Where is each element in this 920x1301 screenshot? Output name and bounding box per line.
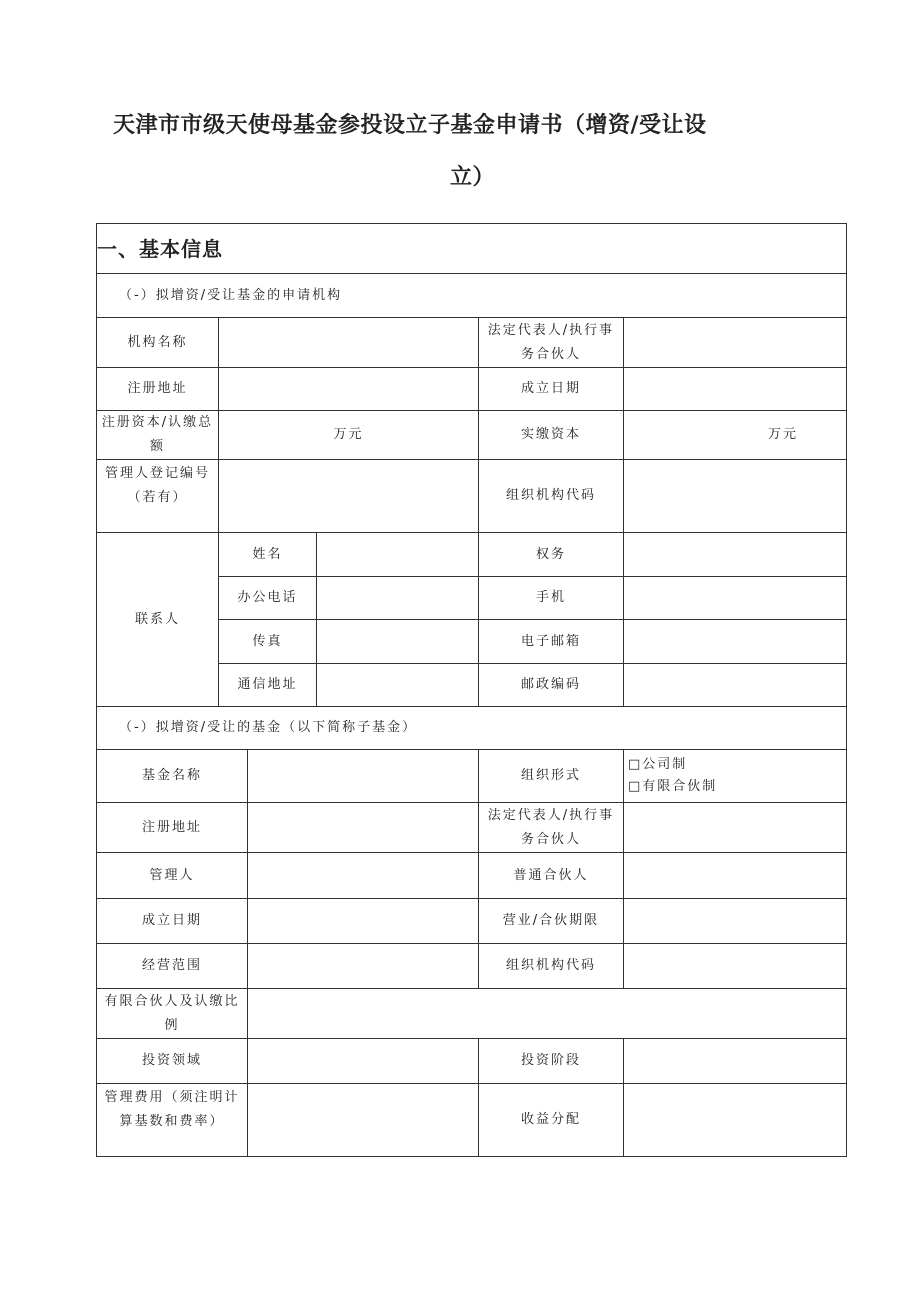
field-office-phone[interactable] — [317, 577, 479, 620]
label-fund-established-date: 成立日期 — [97, 899, 248, 944]
label-contact-name: 姓名 — [219, 533, 317, 577]
document-title-line2: 立） — [450, 165, 496, 190]
label-business-scope: 经营范围 — [97, 944, 248, 989]
label-reg-capital: 注册资本/认缴总额 — [97, 411, 219, 460]
field-fund-term[interactable] — [624, 899, 846, 944]
field-legal-rep[interactable] — [624, 318, 846, 368]
label-fund-reg-address: 注册地址 — [97, 803, 248, 853]
unit-wan-yuan: 万元 — [767, 427, 798, 442]
field-profit-distribution[interactable] — [624, 1084, 846, 1156]
application-form-table — [96, 223, 847, 1157]
label-legal-rep: 法定代表人/执行事务合伙人 — [479, 318, 624, 368]
field-postcode[interactable] — [624, 664, 846, 707]
field-management-fee[interactable] — [248, 1084, 479, 1156]
label-general-partner: 普通合伙人 — [479, 853, 624, 899]
label-manager-reg-no: 管理人登记编号（若有） — [97, 460, 219, 533]
field-org-form-options — [624, 750, 846, 803]
label-org-name: 机构名称 — [97, 318, 219, 368]
label-mail-address: 通信地址 — [219, 664, 317, 707]
field-reg-capital[interactable] — [219, 411, 479, 460]
label-email: 电子邮箱 — [479, 620, 624, 664]
field-fund-manager[interactable] — [248, 853, 479, 899]
label-limited-partners: 有限合伙人及认缴比例 — [97, 989, 248, 1039]
field-general-partner[interactable] — [624, 853, 846, 899]
field-mobile[interactable] — [624, 577, 846, 620]
field-fund-org-code[interactable] — [624, 944, 846, 989]
field-fund-reg-address[interactable] — [248, 803, 479, 853]
checkbox-company[interactable]: □公司制 — [628, 757, 688, 772]
subsection-title-applicant: （-）拟增资/受让基金的申请机构 — [97, 274, 846, 318]
checkbox-limited-partnership[interactable]: □有限合伙制 — [628, 779, 718, 794]
label-org-form: 组织形式 — [479, 750, 624, 803]
field-org-name[interactable] — [219, 318, 479, 368]
label-fund-name: 基金名称 — [97, 750, 248, 803]
label-fund-manager: 管理人 — [97, 853, 248, 899]
field-invest-field[interactable] — [248, 1039, 479, 1084]
label-mobile: 手机 — [479, 577, 624, 620]
label-office-phone: 办公电话 — [219, 577, 317, 620]
field-fund-name[interactable] — [248, 750, 479, 803]
label-fund-org-code: 组织机构代码 — [479, 944, 624, 989]
field-invest-stage[interactable] — [624, 1039, 846, 1084]
label-fund-legal-rep: 法定代表人/执行事务合伙人 — [479, 803, 624, 853]
label-contact-person: 联系人 — [97, 533, 219, 707]
label-paid-capital: 实缴资本 — [479, 411, 624, 460]
label-management-fee: 管理费用（须注明计算基数和费率） — [97, 1084, 248, 1156]
field-fund-legal-rep[interactable] — [624, 803, 846, 853]
field-fax[interactable] — [317, 620, 479, 664]
unit-wan-yuan: 万元 — [333, 427, 364, 442]
section-heading-basic-info: 一、基本信息 — [97, 224, 846, 274]
label-invest-stage: 投资阶段 — [479, 1039, 624, 1084]
label-fund-term: 营业/合伙期限 — [479, 899, 624, 944]
label-established-date: 成立日期 — [479, 368, 624, 411]
field-business-scope[interactable] — [248, 944, 479, 989]
field-contact-name[interactable] — [317, 533, 479, 577]
field-reg-address[interactable] — [219, 368, 479, 411]
label-invest-field: 投资领域 — [97, 1039, 248, 1084]
label-contact-position: 权务 — [479, 533, 624, 577]
label-postcode: 邮政编码 — [479, 664, 624, 707]
label-fax: 传真 — [219, 620, 317, 664]
subsection-title-fund: （-）拟增资/受让的基金（以下简称子基金） — [97, 707, 846, 750]
field-email[interactable] — [624, 620, 846, 664]
field-fund-established-date[interactable] — [248, 899, 479, 944]
label-org-code: 组织机构代码 — [479, 460, 624, 533]
field-mail-address[interactable] — [317, 664, 479, 707]
field-contact-position[interactable] — [624, 533, 846, 577]
field-established-date[interactable] — [624, 368, 846, 411]
label-reg-address: 注册地址 — [97, 368, 219, 411]
label-profit-distribution: 收益分配 — [479, 1084, 624, 1156]
field-manager-reg-no[interactable] — [219, 460, 479, 533]
field-org-code[interactable] — [624, 460, 846, 533]
field-limited-partners[interactable] — [248, 989, 846, 1039]
document-title-line1: 天津市市级天使母基金参投设立子基金申请书（增资/受让设 — [113, 113, 707, 138]
field-paid-capital[interactable] — [624, 411, 846, 460]
